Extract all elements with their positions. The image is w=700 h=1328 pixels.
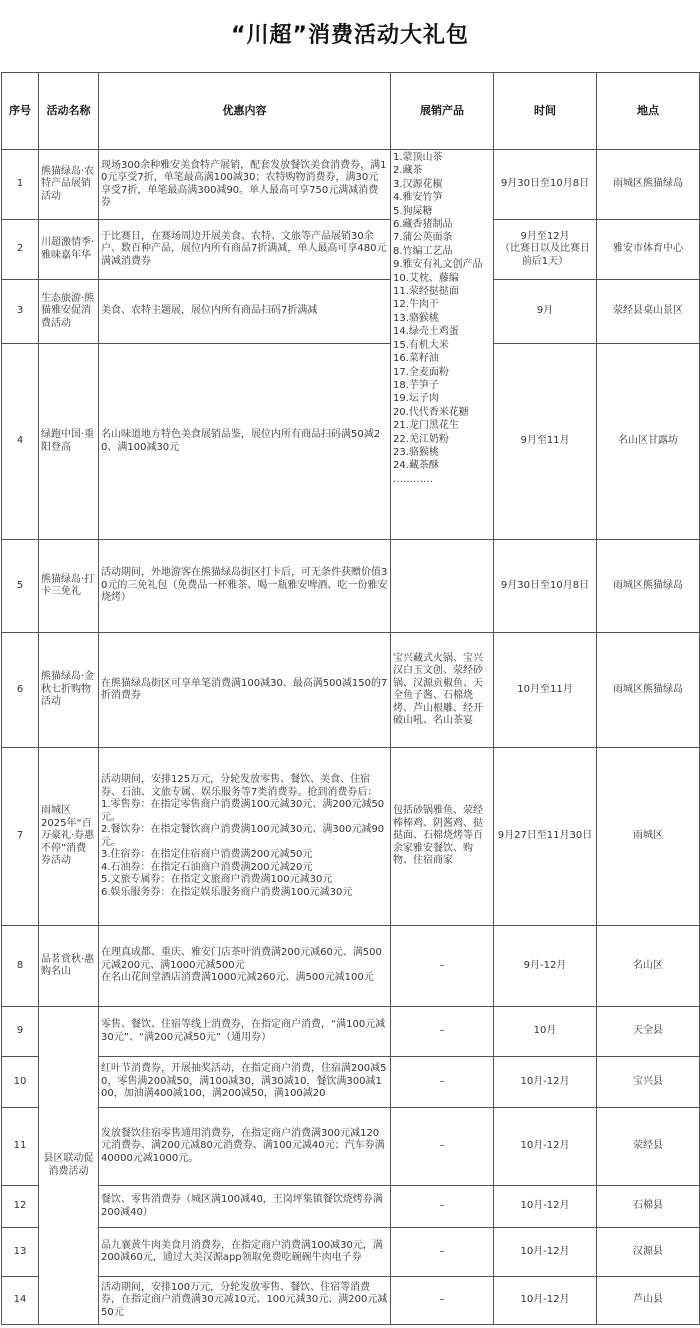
row-no: 6 bbox=[2, 633, 39, 748]
activity-products bbox=[391, 540, 494, 633]
activity-time: 10月-12月 bbox=[494, 1186, 597, 1228]
row-no: 2 bbox=[2, 220, 39, 280]
row-no: 8 bbox=[2, 926, 39, 1007]
table-row bbox=[2, 1108, 700, 1186]
activity-place: 宝兴县 bbox=[597, 1057, 700, 1108]
activity-name: 熊猫绿岛·打卡三免礼 bbox=[39, 540, 99, 633]
table-row bbox=[2, 926, 700, 1007]
table-row bbox=[2, 748, 700, 926]
header-place: 地点 bbox=[597, 73, 700, 150]
products-list: 1.蒙顶山茶 2.藏茶 3.汉源花椒 4.雅安竹笋 5.狗屎糖 6.藏香猪制品 7.蒲公英面条 8.竹编工艺品 9.雅安有礼文创产品 10.艾枕、藤编 11.荥经挞挞面 12.牛肉干 13.骆猴桃 14.绿壳土鸡蛋 15.有机大米 16.菜籽油 17.全麦面粉 18.芋笋子 19.坛子肉 20.代代香米花糖 21.龙门黑花生 22.羌江奶粉 23.骆猴桃 24.藏茶酥 ………… bbox=[393, 152, 483, 485]
header-name: 活动名称 bbox=[39, 73, 99, 150]
table-row bbox=[2, 1007, 700, 1057]
row-no: 14 bbox=[2, 1277, 39, 1325]
activity-products: – bbox=[391, 1186, 494, 1228]
activity-place: 荥经县桌山景区 bbox=[597, 280, 700, 344]
activity-detail: 美食、农特主题展，展位内所有商品扫码7折满减 bbox=[99, 280, 391, 344]
activity-place: 名山区 bbox=[597, 926, 700, 1007]
activity-time: 9月30日至10月8日 bbox=[494, 540, 597, 633]
activity-detail: 零售、餐饮、住宿等线上消费券，在指定商户消费，“满100元减30元”、“满200元减50元”（通用券） bbox=[99, 1007, 391, 1057]
activity-place: 天全县 bbox=[597, 1007, 700, 1057]
activity-detail: 于比赛日，在赛场周边开展美食、农特、文旅等产品展销30余户、数百种产品，展位内所有商品7折满减，单人最高可享480元满减消费券 bbox=[99, 220, 391, 280]
activity-time: 9月-12月 bbox=[494, 926, 597, 1007]
activity-products: 包括砂锅雅鱼、荥经棒棒鸡、阴酱鸡、挞挞面、石棉烧烤等百余家雅安餐饮、购物、住宿商家 bbox=[391, 748, 494, 926]
page-title: “川超”消费活动大礼包 bbox=[231, 23, 469, 48]
activity-place: 名山区甘露坊 bbox=[597, 344, 700, 540]
row-no: 4 bbox=[2, 344, 39, 540]
activity-place: 雅安市体育中心 bbox=[597, 220, 700, 280]
row-no: 12 bbox=[2, 1186, 39, 1228]
activity-name: 品茗赏秋·惠购名山 bbox=[39, 926, 99, 1007]
activity-place: 石棉县 bbox=[597, 1186, 700, 1228]
activity-detail: 发放餐饮住宿零售通用消费券，在指定商户消费满300元减120元消费券、满200元减80元消费券、满100元减40元；汽车券满40000元减1000元。 bbox=[99, 1108, 391, 1186]
table-row bbox=[2, 540, 700, 633]
activity-detail: 在理真成都、重庆、雅安门店茶叶消费满200元减60元、满500元减200元、满1000元减500元 在名山花间堂酒店消费满1000元减260元、满500元减100元 bbox=[99, 926, 391, 1007]
activity-time: 9月至12月 （比赛日以及比赛日前后1天） bbox=[494, 220, 597, 280]
activity-time: 10月-12月 bbox=[494, 1057, 597, 1108]
table-row bbox=[2, 633, 700, 748]
header-products: 展销产品 bbox=[391, 73, 494, 150]
row-no: 13 bbox=[2, 1228, 39, 1277]
activity-time: 9月 bbox=[494, 280, 597, 344]
table-row bbox=[2, 280, 700, 344]
activity-products: – bbox=[391, 1277, 494, 1325]
table-row bbox=[2, 1277, 700, 1325]
activity-name: 生态旅游·熊猫雅安促消费活动 bbox=[39, 280, 99, 344]
products-cell bbox=[391, 150, 494, 540]
activity-place: 雨城区 bbox=[597, 748, 700, 926]
activity-name: 熊猫绿岛·农特产品展销活动 bbox=[39, 150, 99, 220]
activity-detail: 活动期间，安排100万元，分轮发放零售、餐饮、住宿等消费券，在指定商户消费满30元减10元、100元减30元、满200元减50元 bbox=[99, 1277, 391, 1325]
activity-place: 汉源县 bbox=[597, 1228, 700, 1277]
activity-products: – bbox=[391, 1108, 494, 1186]
activity-name: 熊猫绿岛·金秋七折购物活动 bbox=[39, 633, 99, 748]
table-row bbox=[2, 1228, 700, 1277]
activity-place: 雨城区熊猫绿岛 bbox=[597, 633, 700, 748]
activity-place: 雨城区熊猫绿岛 bbox=[597, 150, 700, 220]
activity-detail: 名山味道地方特色美食展销品鉴，展位内所有商品扫码满50减20、满100减30元 bbox=[99, 344, 391, 540]
row-no: 11 bbox=[2, 1108, 39, 1186]
table-row bbox=[2, 1186, 700, 1228]
activity-detail: 在熊猫绿岛街区可享单笔消费满100减30、最高满500减150的7折消费券 bbox=[99, 633, 391, 748]
activity-time: 10月-12月 bbox=[494, 1108, 597, 1186]
activity-name: 雨城区2025年“百万豪礼·券惠不停”消费券活动 bbox=[39, 748, 99, 926]
activity-products: – bbox=[391, 1057, 494, 1108]
row-no: 5 bbox=[2, 540, 39, 633]
county-joint-activity-name: 县区联动促消费活动 bbox=[39, 1007, 99, 1325]
activity-detail: 红叶节消费券，开展抽奖活动，在指定商户消费，住宿满200减50，零售满200减50，满100减30，满30减10，餐饮满300减100，加油满400减100，满200减50，满100减20 bbox=[99, 1057, 391, 1108]
activity-time: 10月-12月 bbox=[494, 1277, 597, 1325]
activity-products: – bbox=[391, 1228, 494, 1277]
activity-name: 川超激情季·雅味嘉年华 bbox=[39, 220, 99, 280]
activity-products: – bbox=[391, 1007, 494, 1057]
table-row bbox=[2, 220, 700, 280]
activity-detail: 餐饮、零售消费券（城区满100减40，王岗坪集镇餐饮烧烤券满200减40） bbox=[99, 1186, 391, 1228]
activity-time: 10月-12月 bbox=[494, 1228, 597, 1277]
activity-time: 9月至11月 bbox=[494, 344, 597, 540]
row-no: 3 bbox=[2, 280, 39, 344]
activity-time: 9月30日至10月8日 bbox=[494, 150, 597, 220]
row-no: 1 bbox=[2, 150, 39, 220]
activity-place: 芦山县 bbox=[597, 1277, 700, 1325]
activity-place: 雨城区熊猫绿岛 bbox=[597, 540, 700, 633]
header-time: 时间 bbox=[494, 73, 597, 150]
activity-detail: 活动期间，外地游客在熊猫绿岛街区打卡后，可无条件获赠价值30元的三免礼包（免费品一杯雅茶、喝一瓶雅安啤酒、吃一份雅安烧烤） bbox=[99, 540, 391, 633]
row-no: 10 bbox=[2, 1057, 39, 1108]
row-no: 9 bbox=[2, 1007, 39, 1057]
table-header-row bbox=[2, 73, 700, 150]
table-row bbox=[2, 150, 700, 220]
activity-detail: 品九襄黄牛肉美食月消费券，在指定商户消费满100减30元，满200减60元，通过大美汉源app领取免费吃碗碗牛肉电子券 bbox=[99, 1228, 391, 1277]
header-detail: 优惠内容 bbox=[99, 73, 391, 150]
activity-products: 宝兴藏式火锅、宝兴汉白玉文创、荥经砂锅、汉源贡椒鱼、天全鱼子酱、石棉烧烤、芦山根雕、经开破山吼、名山茶宴 bbox=[391, 633, 494, 748]
activity-detail: 现场300余种雅安美食特产展销，配套发放餐饮美食消费券，满10元享受7折，单笔最高满100减30；农特购物消费券，满30元享受7折，单笔最高满300减90。单人最高可享750元满减消费券 bbox=[99, 150, 391, 220]
activity-time: 10月至11月 bbox=[494, 633, 597, 748]
table-row bbox=[2, 344, 700, 540]
activity-time: 9月27日至11月30日 bbox=[494, 748, 597, 926]
activity-detail: 活动期间，安排125万元，分轮发放零售、餐饮、美食、住宿券、石油、文旅专属、娱乐服务等7类消费券。抢到消费券后： 1.零售券：在指定零售商户消费满100元减30元、满200元减50元。 2.餐饮券：在指定餐饮商户消费满100元减30元、满300元减90元。 3.住宿券：在指定住宿商户消费满200元减50元 4.石油券：在指定石油商户消费满200元减20元 5.文旅专属券：在指定文旅商户消费满100元减30元 6.娱乐服务券：在指定娱乐服务商户消费满100元减30元 bbox=[99, 748, 391, 926]
activity-name: 绿跑中国·重阳登高 bbox=[39, 344, 99, 540]
activity-products: – bbox=[391, 926, 494, 1007]
activity-place: 荥经县 bbox=[597, 1108, 700, 1186]
activity-time: 10月 bbox=[494, 1007, 597, 1057]
header-no: 序号 bbox=[2, 73, 39, 150]
row-no: 7 bbox=[2, 748, 39, 926]
table-row bbox=[2, 1057, 700, 1108]
activity-table bbox=[1, 72, 700, 1325]
